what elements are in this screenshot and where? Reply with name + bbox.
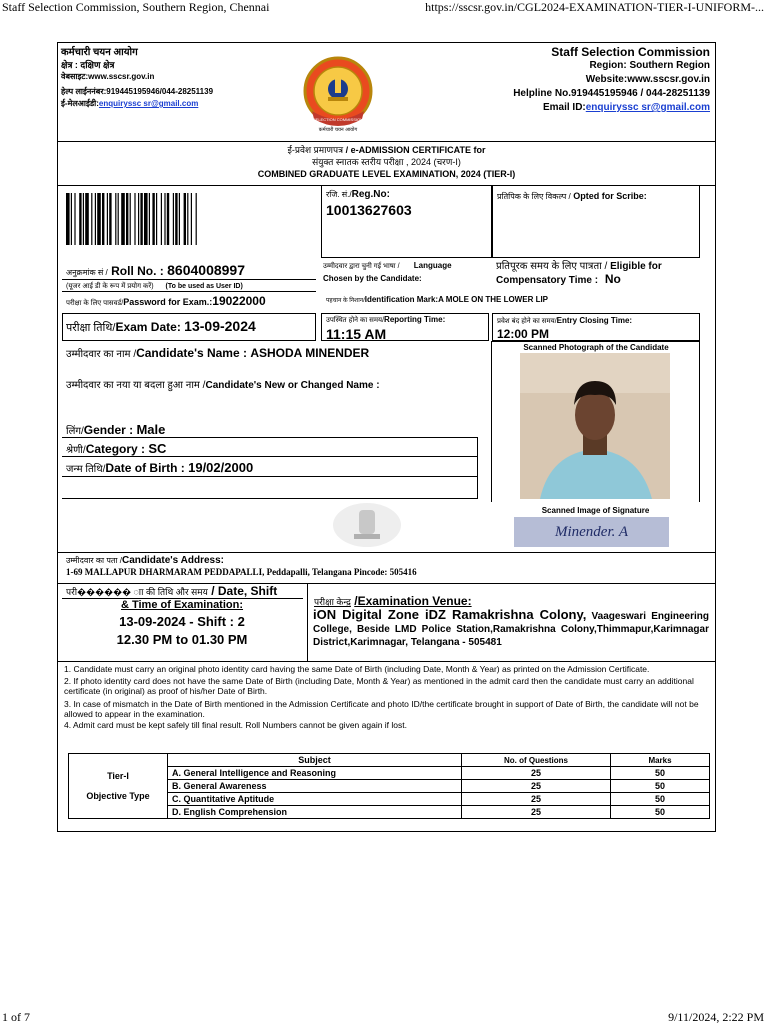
language-field: उम्मीदवार द्वारा चुनी गई भाषा / Language Chosen by the Candidate:: [323, 261, 452, 283]
email-link-left[interactable]: enquiryssc sr@gmail.com: [98, 99, 199, 108]
photo-label: Scanned Photograph of the Candidate: [523, 343, 669, 352]
dob-value: 19/02/2000: [188, 460, 254, 475]
venue-name: iON Digital Zone iDZ Ramakrishna Colony,: [313, 607, 587, 622]
dob-row: जन्म तिथि/Date of Birth : 19/02/2000: [66, 460, 254, 475]
candidate-name-row: उम्मीदवार का नाम /Candidate's Name : ASHODA MINENDER: [66, 346, 370, 360]
org-hindi: कर्मचारी चयन आयोग: [61, 47, 138, 58]
email-link-right[interactable]: enquiryssc sr@gmail.com: [585, 102, 710, 113]
title-english: / e-ADMISSION CERTIFICATE for: [345, 145, 486, 155]
ssc-logo: [302, 55, 374, 135]
address-value: 1-69 MALLAPUR DHARMARAM PEDDAPALLI, Peddapalli, Telangana Pincode: 505416: [66, 567, 417, 577]
marks-header: Marks: [611, 754, 710, 767]
website-english: Website:www.sscsr.gov.in: [585, 74, 710, 85]
barcode: [66, 193, 310, 245]
roll-note: (यूजर आई डी के रूप में प्रयोग करें) (To be used as User ID): [66, 283, 243, 290]
print-page-count: 1 of 7: [2, 1010, 30, 1024]
instruction-item: 1. Candidate must carry an original photo identity card having the same Date of Birth (including Date, Month & Year) as printed on the Admission Certificate.: [64, 664, 650, 674]
venue-label: परीक्षा केन्द्र /Examination Venue:: [314, 594, 472, 608]
signature-image: [514, 517, 669, 547]
gender-value: Male: [136, 422, 166, 437]
venue-block: [313, 608, 709, 649]
scribe-label: प्रतिपिक के लिए विकल्प / Opted for Scribe:: [497, 191, 647, 201]
reg-number: 10013627603: [326, 202, 412, 218]
title-exam-hindi: संयुक्त स्नातक स्तरीय परीक्षा , 2024 (चरण-I): [312, 157, 461, 167]
header-right: [513, 45, 710, 115]
print-page-title: Staff Selection Commission, Southern Region, Chennai: [2, 0, 270, 14]
address-label: उम्मीदवार का पता /Candidate's Address:: [66, 555, 224, 566]
compensatory-value: No: [604, 272, 621, 286]
schedule-label-2: & Time of Examination:: [120, 599, 244, 611]
logo-ribbon-text: SELECTION COMMISSION: [312, 117, 364, 122]
schedule-date-shift: 13-09-2024 - Shift : 2: [119, 614, 245, 629]
email-hindi-row: [61, 98, 213, 110]
helpline-hindi: हेल्प लाईननंबर:919445195946/044-28251139: [61, 87, 214, 96]
helpline-english: Helpline No.919445195946 / 044-28251139: [513, 88, 710, 99]
instruction-item: 3. In case of mismatch in the Date of Birth mentioned in the Admission Certificate and photo ID/the certificate brought in support of Date of Birth, the candidate will not be allowed to appear in the examination.: [64, 699, 699, 719]
region-english: Region: Southern Region: [589, 60, 710, 71]
identification-value: A MOLE ON THE LOWER LIP: [438, 295, 549, 304]
category-row: श्रेणी/Category : SC: [66, 441, 167, 456]
subject-header: Subject: [168, 754, 462, 767]
logo-motto: कर्मचारी चयन आयोग: [318, 127, 358, 133]
category-value: SC: [148, 441, 167, 456]
header-left: [61, 47, 213, 110]
schedule-time: 12.30 PM to 01.30 PM: [116, 632, 248, 647]
title-exam-english: COMBINED GRADUATE LEVEL EXAMINATION, 2024 (TIER-I): [257, 169, 516, 179]
schedule-label: परी������ ाा की तिथि और समय / Date, Shift: [66, 584, 278, 598]
candidate-name: ASHODA MINENDER: [250, 346, 370, 360]
print-url: https://sscsr.gov.in/CGL2024-EXAMINATION-TIER-I-UNIFORM-...: [425, 0, 764, 14]
certificate-title: [57, 144, 716, 180]
reporting-label: उपस्थित होने का समय/Reporting Time:: [326, 315, 446, 324]
candidate-photo: [520, 353, 670, 499]
table-row: B. General Awareness 25 50: [69, 780, 710, 793]
national-emblem-icon: [332, 502, 402, 548]
reg-label: रजि. सं./Reg.No:: [326, 189, 390, 200]
password-value: 19022000: [212, 294, 266, 308]
table-row: [69, 754, 710, 767]
reporting-time: 11:15 AM: [326, 326, 387, 342]
table-row: D. English Comprehension 25 50: [69, 806, 710, 819]
email-hindi-label: ई-मेलआईडी:: [61, 99, 99, 108]
email-english-row: [513, 101, 710, 115]
password-row: परीक्षा के लिए पासवर्ड/Password for Exam.:19022000: [66, 294, 266, 308]
venue-address: Vaageswari Engineering College, Beside LMD Police Station,Ramakrishna Colony,Thimmapur,Karimnagar District,Karimnagar, Telangana - 505481: [313, 611, 709, 648]
identification-row: पहचान के निशान/Identification Mark:A MOLE ON THE LOWER LIP: [326, 295, 549, 304]
instruction-item: 4. Admit card must be kept safely till final result. Roll Numbers cannot be given again if lost.: [64, 720, 407, 730]
tier-cell: Tier-I Objective Type: [69, 754, 168, 819]
title-hindi: ई-प्रवेश प्रमाणपत्र: [287, 145, 344, 155]
website-hindi: वेबसाइट:www.sscsr.gov.in: [61, 72, 155, 81]
gender-row: लिंग/Gender : Male: [66, 422, 166, 437]
table-row: C. Quantitative Aptitude 25 50: [69, 793, 710, 806]
closing-time: 12:00 PM: [497, 327, 550, 341]
table-row: A. General Intelligence and Reasoning 25 50: [69, 767, 710, 780]
region-hindi: क्षेत्र : दक्षिण क्षेत्र: [61, 60, 115, 70]
print-timestamp: 9/11/2024, 2:22 PM: [668, 1010, 764, 1024]
org-english: Staff Selection Commission: [551, 45, 710, 59]
compensatory-field: प्रतिपूरक समय के लिए पात्रता / Eligible for Compensatory Time : No: [496, 261, 662, 286]
email-english-label: Email ID:: [542, 102, 586, 113]
closing-label: प्रवेश बंद होने का समय/Entry Closing Time:: [497, 316, 633, 325]
questions-header: No. of Questions: [462, 754, 611, 767]
new-name-row: उम्मीदवार का नया या बदला हुआ नाम /Candidate's New or Changed Name :: [66, 380, 380, 391]
roll-number-row: अनुक्रमांक सं / Roll No. : 8604008997: [66, 262, 246, 278]
roll-number: 8604008997: [167, 262, 246, 278]
exam-date-value: 13-09-2024: [184, 318, 256, 334]
exam-date-field: परीक्षा तिथि/Exam Date: 13-09-2024: [66, 318, 256, 334]
signature-label: Scanned Image of Signature: [541, 506, 650, 515]
instructions-list: [64, 664, 706, 730]
signature-text: Minender. A: [554, 524, 629, 540]
marks-table: [68, 753, 710, 819]
instruction-item: 2. If photo identity card does not have the same Date of Birth (including Date, Month & Year) as mentioned in the admit card then the candidate must carry an additional certificate (in original) as proof of his/her Date of Birth.: [64, 676, 694, 696]
